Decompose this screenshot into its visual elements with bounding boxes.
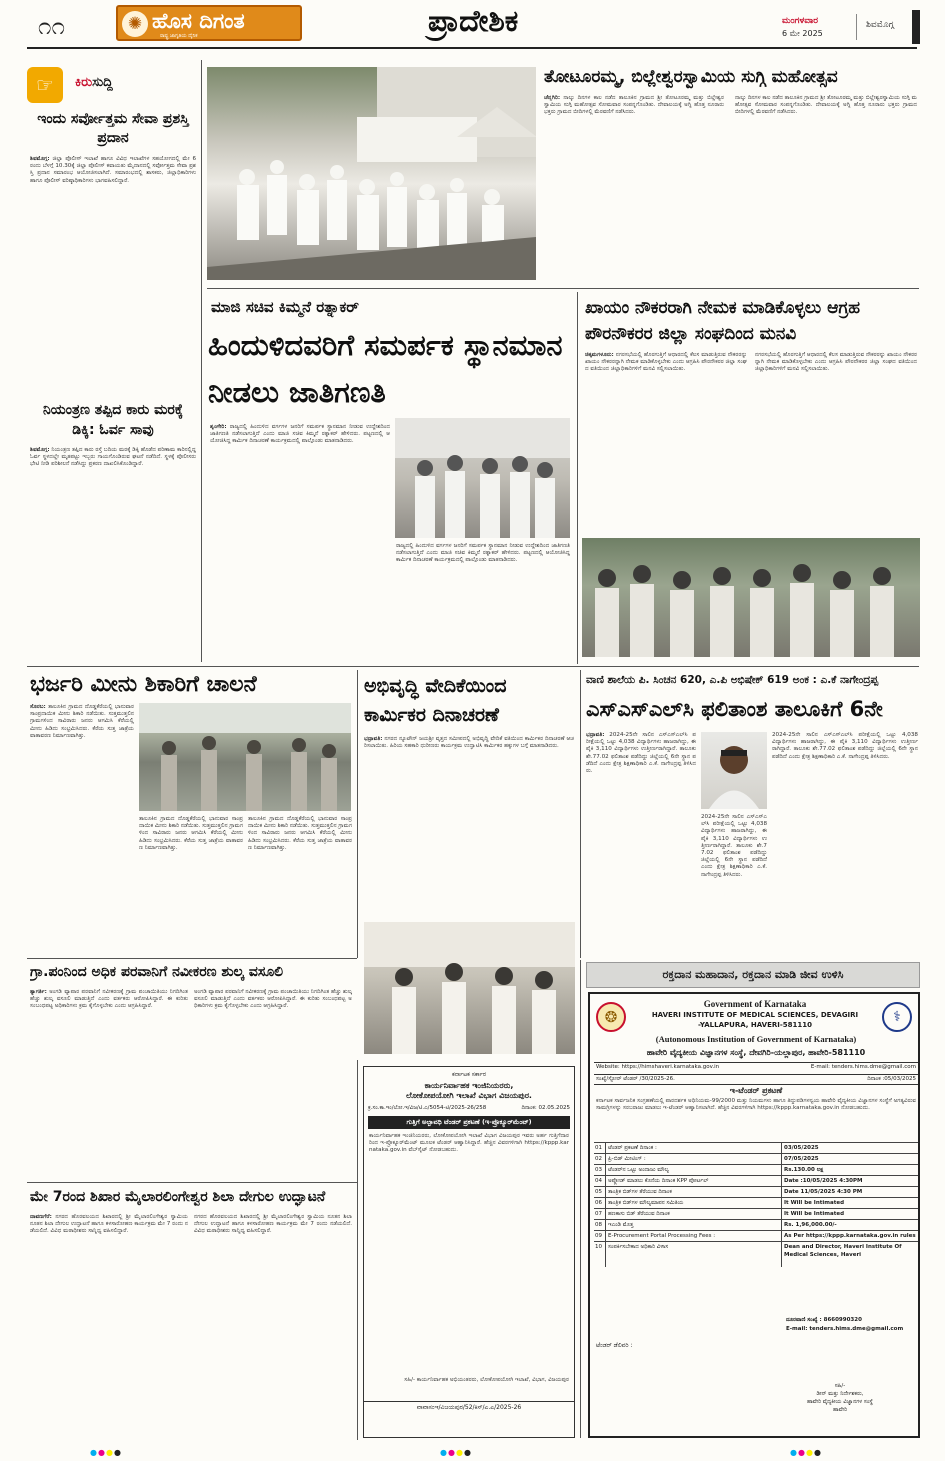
registration-dots: ●●●●	[790, 1448, 822, 1457]
text-a4: ರಾಜ್ಯದಲ್ಲಿ ಹಿಂದುಳಿದ ವರ್ಗಗಳ ಜನರಿಗೆ ಸಮರ್ಪಕ ಸ್ಥಾನಮಾನ ನೀಡುವ ಉದ್ದೇಶದಿಂದ ಜಾತಿಗಣತಿ ನಡೆಸಲಾಗುತ್ತಿದೆ ಎಂದು ಮಾಜಿ ಸಚಿವ ಕಿಮ್ಮನೆ ರತ್ನಾಕರ್ ಹೇಳಿದರು. ಪಟ್ಟಣದಲ್ಲಿ ಆಯೋಜಿಸಿದ್ದ ಕಾರ್ಮಿಕ ದಿನಾಚರಣೆ ಕಾರ್ಯಕ್ರಮದಲ್ಲಿ ಪಾಲ್ಗೊಂಡು ಮಾತನಾಡಿದರು.	[210, 424, 390, 445]
tender-signatory	[770, 1382, 910, 1414]
tender-row-no: 03	[594, 1165, 606, 1175]
karnataka-emblem-icon: ❂	[596, 1002, 626, 1032]
body-a10-col2: ನಗರದ ಹೊರವಲಯದ ಶಿಖಾರದಲ್ಲಿ ಶ್ರೀ ಮೈಲಾರಲಿಂಗೇಶ್ವರ ಸ್ವಾಮಿಯ ನೂತನ ಶಿಲಾ ದೇಗುಲ ಉದ್ಘಾಟನೆ ಹಾಗೂ ಕಳಸಾರೋಹಣ ಕಾರ್ಯಕ್ರಮ ಮೇ 7 ರಂದು ನಡೆಯಲಿದೆ. ವಿವಿಧ ಮಠಾಧೀಶರು ಸಾನ್ನಿಧ್ಯ ವಹಿಸಲಿದ್ದಾರೆ.	[194, 1214, 352, 1235]
body-a5-col2: ನಗರಸಭೆಯಲ್ಲಿ ಹೊರಗುತ್ತಿಗೆ ಆಧಾರದಲ್ಲಿ ಕೆಲಸ ಮಾಡುತ್ತಿರುವ ನೌಕರರನ್ನು ಖಾಯಂ ನೌಕರರನ್ನಾಗಿ ನೇಮಕ ಮಾಡಿಕೊಳ್ಳಬೇಕು ಎಂದು ಆಗ್ರಹಿಸಿ ಪೌರನೌಕರರ ಜಿಲ್ಲಾ ಸಂಘದ ವತಿಯಿಂದ ಜಿಲ್ಲಾಧಿಕಾರಿಗಳಿಗೆ ಮನವಿ ಸಲ್ಲಿಸಲಾಯಿತು.	[755, 352, 917, 373]
body-a10-col1	[30, 1214, 188, 1436]
divider	[856, 14, 857, 40]
tender-office: ಕಾರ್ಯನಿರ್ವಾಹಕ ಇಂಜಿನಿಯರರು,	[424, 1081, 514, 1090]
tender-row-label: ಟೆಂಡರ್‌ನ ಒಟ್ಟು ಅಂದಾಜು ಮೌಲ್ಯ	[606, 1165, 782, 1175]
tender-place: -YALLAPURA, HAVERI-581110	[697, 1021, 812, 1029]
dateline-a6: ಸೊರಬ:	[30, 704, 46, 710]
dateline-a4: ಶೃಂಗೇರಿ:	[210, 424, 227, 430]
tender-row-no: 02	[594, 1154, 606, 1164]
signatory-line-2: ಡೀನ್ ಮತ್ತು ನಿರ್ದೇಶಕರು,	[816, 1391, 864, 1397]
dateline-a2: ಶಿವಮೊಗ್ಗ:	[30, 447, 50, 453]
tender-ref: ಕ್ರ.ಸಂ.ಕಾ.ಇಂ/ಲೋ.ಇ/ವಿಜ/ಟಿ.ಎ/5054-ಟಿ/2025-26/258	[368, 1105, 487, 1111]
headline-a6: ಭರ್ಜರಿ ಮೀನು ಶಿಕಾರಿಗೆ ಚಾಲನೆ	[30, 672, 257, 697]
tender-kn-name: ಹಾವೇರಿ ವೈದ್ಯಕೀಯ ವಿಜ್ಞಾನಗಳ ಸಂಸ್ಥೆ, ದೇವಗಿರಿ-ಯಲ್ಲಾಪುರ, ಹಾವೇರಿ-581110	[646, 1048, 866, 1057]
column-rule	[357, 670, 358, 958]
tender-row-no: 06	[594, 1198, 606, 1208]
text-a5: ನಗರಸಭೆಯಲ್ಲಿ ಹೊರಗುತ್ತಿಗೆ ಆಧಾರದಲ್ಲಿ ಕೆಲಸ ಮಾಡುತ್ತಿರುವ ನೌಕರರನ್ನು ಖಾಯಂ ನೌಕರರನ್ನಾಗಿ ನೇಮಕ ಮಾಡಿಕೊಳ್ಳಬೇಕು ಎಂದು ಆಗ್ರಹಿಸಿ ಪೌರನೌಕರರ ಜಿಲ್ಲಾ ಸಂಘದ ವತಿಯಿಂದ ಜಿಲ್ಲಾಧಿಕಾರಿಗಳಿಗೆ ಮನವಿ ಸಲ್ಲಿಸಲಾಯಿತು.	[585, 352, 747, 373]
column-rule	[577, 292, 578, 664]
page-number: ೧೧	[38, 12, 65, 40]
city-label: ಶಿವಮೊಗ್ಗ	[866, 20, 894, 30]
dateline-a5: ಚಿಕ್ಕಮಗಳೂರು:	[585, 352, 614, 358]
text-a8: 2024-25ನೇ ಸಾಲಿನ ಎಸ್ಎಸ್ಎಲ್‌ಸಿ ಪರೀಕ್ಷೆಯಲ್ಲಿ ಒಟ್ಟು 4,038 ವಿದ್ಯಾರ್ಥಿಗಳು ಹಾಜರಾಗಿದ್ದು, ಈ ಪೈಕಿ 3,110 ವಿದ್ಯಾರ್ಥಿಗಳು ಉತ್ತೀರ್ಣರಾಗಿದ್ದಾರೆ. ತಾಲೂಕು ಶೇ.77.02 ಫಲಿತಾಂಶ ಪಡೆದಿದ್ದು ಜಿಲ್ಲೆಯಲ್ಲಿ 6ನೇ ಸ್ಥಾನ ಪಡೆದಿದೆ ಎಂದು ಕ್ಷೇತ್ರ ಶಿಕ್ಷಣಾಧಿಕಾರಿ ಎ.ಕೆ. ನಾಗೇಂದ್ರಪ್ಪ ತಿಳಿಸಿದರು.	[586, 732, 696, 775]
dateline-a9: ತ್ಯಾಗರ್ತಿ:	[30, 989, 47, 995]
signatory-line-3: ಹಾವೇರಿ ವೈದ್ಯಕೀಯ ವಿಜ್ಞಾನಗಳ ಸಂಸ್ಥೆ	[807, 1399, 873, 1405]
body-a8-col3: 2024-25ನೇ ಸಾಲಿನ ಎಸ್ಎಸ್ಎಲ್‌ಸಿ ಪರೀಕ್ಷೆಯಲ್ಲಿ ಒಟ್ಟು 4,038 ವಿದ್ಯಾರ್ಥಿಗಳು ಹಾಜರಾಗಿದ್ದು, ಈ ಪೈಕಿ 3,110 ವಿದ್ಯಾರ್ಥಿಗಳು ಉತ್ತೀರ್ಣರಾಗಿದ್ದಾರೆ. ತಾಲೂಕು ಶೇ.77.02 ಫಲಿತಾಂಶ ಪಡೆದಿದ್ದು ಜಿಲ್ಲೆಯಲ್ಲಿ 6ನೇ ಸ್ಥಾನ ಪಡೆದಿದೆ ಎಂದು ಕ್ಷೇತ್ರ ಶಿಕ್ಷಣಾಧಿಕಾರಿ ಎ.ಕೆ. ನಾಗೇಂದ್ರಪ್ಪ ತಿಳಿಸಿದರು.	[701, 814, 767, 878]
signatory-line-1: ಸಹಿ/-	[834, 1383, 846, 1389]
body-a6-col1	[30, 704, 134, 952]
tender-row-value: It Will be Intimated	[784, 1200, 845, 1206]
body-a9-col1	[30, 989, 188, 1175]
headline-a2: ನಿಯಂತ್ರಣ ತಪ್ಪಿದ ಕಾರು ಮರಕ್ಕೆ ಡಿಕ್ಕಿ: ಓರ್ವ ಸಾವು	[42, 402, 184, 438]
body-a1	[30, 156, 196, 394]
tender-autonomous: (Autonomous Institution of Government of Karnataka)	[655, 1034, 857, 1044]
registration-dots: ●●●●	[90, 1448, 122, 1457]
tender-notice-hims	[588, 992, 920, 1438]
tender-table	[594, 1142, 918, 1267]
tender-row-value: It Will be Intimated	[784, 1211, 845, 1217]
tender-row-no: 09	[594, 1231, 606, 1241]
tender-delivery-label: ಟೆಂಡರ್ ಡೆಲಿವರಿ :	[596, 1342, 633, 1349]
tender-etitle: ಇ-ಟೆಂಡರ್ ಪ್ರಕಟಣೆ	[729, 1086, 783, 1095]
tender-row	[594, 1175, 918, 1186]
body-a7	[364, 736, 574, 916]
tender-row	[594, 1164, 918, 1175]
day-label: ಮಂಗಳವಾರ	[782, 16, 819, 26]
labour-day-photo	[364, 922, 575, 1054]
masthead-rule	[27, 47, 917, 49]
tender-row-label: ತಾಂತ್ರಿಕ ಬಿಡ್‌ಗಳ ಮೌಲ್ಯಮಾಪನ ಸಮಿತಿಯ	[606, 1198, 782, 1208]
tender-row-value: 07/05/2025	[784, 1156, 819, 1162]
body-a3-col1	[544, 95, 724, 279]
tender-contact-email: E-mail: tenders.hims.dme@gmail.com	[786, 1326, 904, 1332]
headline-a10: ಮೇ 7ರಂದ ಶಿಖಾರ ಮೈಲಾರಲಿಂಗೇಶ್ವರ ಶಿಲಾ ದೇಗುಲ ಉದ್ಘಾಟನೆ	[30, 1189, 326, 1205]
body-a6-col2: ತಾಲೂಕಿನ ಗ್ರಾಮದ ದೊಡ್ಡಕೆರೆಯಲ್ಲಿ ಭಾನುವಾರ ಸಾಂಪ್ರದಾಯಿಕ ಮೀನು ಶಿಕಾರಿ ನಡೆಯಿತು. ಸುತ್ತಮುತ್ತಲಿನ ಗ್ರಾಮಗಳಿಂದ ಸಾವಿರಾರು ಜನರು ಆಗಮಿಸಿ ಕೆರೆಯಲ್ಲಿ ಮೀನು ಹಿಡಿದು ಸಂಭ್ರಮಿಸಿದರು. ಕೆರೆಯ ಸುತ್ತ ಜಾತ್ರೆಯ ವಾತಾವರಣ ನಿರ್ಮಾಣವಾಗಿತ್ತು.	[139, 816, 243, 851]
pointing-hand-icon: ☞	[27, 67, 63, 103]
body-a6-col3: ತಾಲೂಕಿನ ಗ್ರಾಮದ ದೊಡ್ಡಕೆರೆಯಲ್ಲಿ ಭಾನುವಾರ ಸಾಂಪ್ರದಾಯಿಕ ಮೀನು ಶಿಕಾರಿ ನಡೆಯಿತು. ಸುತ್ತಮುತ್ತಲಿನ ಗ್ರಾಮಗಳಿಂದ ಸಾವಿರಾರು ಜನರು ಆಗಮಿಸಿ ಕೆರೆಯಲ್ಲಿ ಮೀನು ಹಿಡಿದು ಸಂಭ್ರಮಿಸಿದರು. ಕೆರೆಯ ಸುತ್ತ ಜಾತ್ರೆಯ ವಾತಾವರಣ ನಿರ್ಮಾಣವಾಗಿತ್ತು.	[248, 816, 352, 851]
text-a9: ಅಂಗಡಿ ವ್ಯಾಪಾರ ಪರವಾನಿಗೆ ನವೀಕರಣಕ್ಕೆ ಗ್ರಾಮ ಪಂಚಾಯಿತಿಯು ನಿಗದಿಗಿಂತ ಹೆಚ್ಚು ಶುಲ್ಕ ವಸೂಲಿ ಮಾಡುತ್ತಿದೆ ಎಂದು ವರ್ತಕರು ಆರೋಪಿಸಿದ್ದಾರೆ. ಈ ಕುರಿತು ಸಂಬಂಧಪಟ್ಟ ಅಧಿಕಾರಿಗಳು ಕ್ರಮ ಕೈಗೊಳ್ಳಬೇಕು ಎಂದು ಆಗ್ರಹಿಸಿದ್ದಾರೆ.	[30, 989, 188, 1010]
tender-row-value: Rs. 1,96,000.00/-	[784, 1222, 837, 1228]
tender-row-label: E-Procurement Portal Processing Fees :	[606, 1231, 782, 1241]
dateline-a3: ಚೆನ್ನಗಿರಿ:	[544, 95, 561, 101]
tender-contact-row	[594, 1062, 918, 1071]
tender-row-no: 04	[594, 1176, 606, 1186]
signatory-line-4: ಹಾವೇರಿ	[833, 1407, 847, 1413]
headline-a8: ಎಸ್ಎಸ್ಎಲ್‌ಸಿ ಫಲಿತಾಂಶ ತಾಲೂಕಿಗೆ 6ನೇ	[586, 697, 883, 721]
dateline-a10: ದಾವಣಗೆರೆ:	[30, 1214, 52, 1220]
tender-gov: ಕರ್ನಾಟಕ ಸರ್ಕಾರ	[451, 1071, 487, 1078]
tender-row	[594, 1219, 918, 1230]
headline-a1: ಇಂದು ಸರ್ವೋತ್ತಮ ಸೇವಾ ಪ್ರಶಸ್ತಿ ಪ್ರದಾನ	[37, 111, 189, 146]
tender-row-value: 03/05/2025	[784, 1145, 819, 1151]
section-rule	[27, 666, 919, 667]
text-a7: ನಗರದ ನ್ಯೂಟೌನ್ ಜಯಶ್ರೀ ವೃತ್ತದ ಸಮೀಪದಲ್ಲಿ ಅಭಿವೃದ್ಧಿ ವೇದಿಕೆ ವತಿಯಿಂದ ಕಾರ್ಮಿಕರ ದಿನಾಚರಣೆ ಆಚರಿಸಲಾಯಿತು. ಹಿರಿಯ ಸಹಕಾರಿ ಧುರೀಣರು ಕಾರ್ಯಕ್ರಮ ಉದ್ಘಾಟಿಸಿ ಕಾರ್ಮಿಕರ ಹಕ್ಕುಗಳ ಬಗ್ಗೆ ಮಾತನಾಡಿದರು.	[364, 736, 574, 750]
tender-body: ಕಾರ್ಯನಿರ್ವಾಹಕ ಇಂಜಿನಿಯರರು, ಲೋಕೋಪಯೋಗಿ ಇಲಾಖೆ ವಿಭಾಗ ವಿಜಯಪುರ ಇವರು ಅರ್ಹ ಗುತ್ತಿಗೆದಾರರಿಂದ ಇ-ಪ್ರೊಕ್ಯೂರ್‌ಮೆಂಟ್ ಮೂಲಕ ಟೆಂಡರ್ ಆಹ್ವಾನಿಸಿದ್ದಾರೆ. ಹೆಚ್ಚಿನ ವಿವರಗಳಿಗಾಗಿ https://kppp.karnataka.gov.in ವೆಬ್‌ಸೈಟ್ ನೋಡಬಹುದು.	[369, 1133, 569, 1154]
fishing-photo	[139, 703, 351, 811]
section-title: ಪ್ರಾದೇಶಿಕ	[428, 4, 519, 39]
tender-row-no: 08	[594, 1220, 606, 1230]
tender-dept: ಲೋಕೋಪಯೋಗಿ ಇಲಾಖೆ ವಿಭಾಗ ವಿಜಯಪುರ.	[406, 1091, 532, 1100]
dateline-a8: ಭದ್ರಾವತಿ:	[586, 732, 605, 738]
blood-donation-banner: ರಕ್ತದಾನ ಮಹಾದಾನ, ರಕ್ತದಾನ ಮಾಡಿ ಜೀವ ಉಳಿಸಿ	[586, 962, 920, 988]
tender-phone: ದೂರವಾಣಿ ಸಂಖ್ಯೆ : 8660990320	[786, 1317, 862, 1323]
tender-row	[594, 1153, 918, 1164]
tender-row	[594, 1208, 918, 1219]
tender-ref-date: ದಿನಾಂಕ :05/03/2025	[867, 1076, 916, 1082]
headline-a7: ಅಭಿವೃದ್ಧಿ ವೇದಿಕೆಯಿಂದ ಕಾರ್ಮಿಕರ ದಿನಾಚರಣೆ	[364, 675, 507, 726]
memorandum-photo	[582, 538, 920, 657]
tender-row-value: Dean and Director, Haveri Institute Of Medical Sciences, Haveri	[784, 1244, 902, 1258]
tender-ref-row	[368, 1105, 570, 1112]
headline-a3: ತೋಟೂರಮ್ಮ, ಬಿಲ್ಲೇಶ್ವರಸ್ವಾಮಿಯ ಸುಗ್ಗಿ ಮಹೋತ್ಸವ	[544, 67, 838, 87]
body-a3-col2: ನಾಲ್ಕು ದಿನಗಳ ಕಾಲ ನಡೆದ ತಾಲೂಕಿನ ಗ್ರಾಮದ ಶ್ರೀ ತೋಟೂರಮ್ಮ ಮತ್ತು ಬಿಲ್ಲೇಶ್ವರಸ್ವಾಮಿಯ ಸುಗ್ಗಿ ಮಹೋತ್ಸವ ಸೋಮವಾರ ಸಂಪನ್ನಗೊಂಡಿತು. ದೇವಾಲಯಕ್ಕೆ ಅಗ್ನಿ ಹೊತ್ತ ನೂರಾರು ಭಕ್ತರು ಗ್ರಾಮದ ಬೀದಿಗಳಲ್ಲಿ ಮೆರವಣಿಗೆ ನಡೆಸಿದರು.	[735, 95, 917, 116]
tender-row-label: ಹಣಕಾಸು ಬಿಡ್ ತೆರೆಯುವ ದಿನಾಂಕ	[606, 1209, 782, 1219]
tender-institute: HAVERI INSTITUTE OF MEDICAL SCIENCES, DEVAGIRI	[651, 1011, 859, 1019]
tender-notice-pwd	[363, 1066, 575, 1438]
tender-row-value: Date 11/05/2025 4:30 PM	[784, 1189, 863, 1195]
tender-intro: ಕರ್ನಾಟಕ ಸಾರ್ವಜನಿಕ ಸಂಗ್ರಹಣೆಯಲ್ಲಿ ಪಾರದರ್ಶಕ ಅಧಿನಿಯಮ-99/2000 ಮತ್ತು ನಿಯಮಗಳು ಹಾಗೂ ತಿದ್ದುಪಡಿಗಳನ್ವಯ ಹಾವೇರಿ ವೈದ್ಯಕೀಯ ವಿಜ್ಞಾನಗಳ ಸಂಸ್ಥೆಗೆ ಅಗತ್ಯವಿರುವ ಸಾಮಗ್ರಿಗಳನ್ನು ಸರಬರಾಜು ಮಾಡಲು ಇ-ಟೆಂಡರ್ ಆಹ್ವಾನಿಸಲಾಗಿದೆ. ಹೆಚ್ಚಿನ ವಿವರಗಳಿಗಾಗಿ https://kppp.karnataka.gov.in ನೋಡಬಹುದು.	[596, 1098, 916, 1112]
column-rule	[580, 960, 581, 1438]
brief-label-b: ಸುದ್ದಿ	[92, 75, 113, 90]
tender-ref-row	[594, 1074, 918, 1085]
brief-label	[27, 67, 197, 105]
lamp-icon: ✺	[122, 11, 148, 37]
date-label: 6 ಮೇ 2025	[782, 29, 823, 38]
tender-row-no: 10	[594, 1242, 606, 1267]
text-a6: ತಾಲೂಕಿನ ಗ್ರಾಮದ ದೊಡ್ಡಕೆರೆಯಲ್ಲಿ ಭಾನುವಾರ ಸಾಂಪ್ರದಾಯಿಕ ಮೀನು ಶಿಕಾರಿ ನಡೆಯಿತು. ಸುತ್ತಮುತ್ತಲಿನ ಗ್ರಾಮಗಳಿಂದ ಸಾವಿರಾರು ಜನರು ಆಗಮಿಸಿ ಕೆರೆಯಲ್ಲಿ ಮೀನು ಹಿಡಿದು ಸಂಭ್ರಮಿಸಿದರು. ಕೆರೆಯ ಸುತ್ತ ಜಾತ್ರೆಯ ವಾತಾವರಣ ನಿರ್ಮಾಣವಾಗಿತ್ತು.	[30, 704, 134, 739]
dateline-a1: ಶಿವಮೊಗ್ಗ:	[30, 156, 50, 162]
paper-tagline: ರಾಷ್ಟ್ರ ಜಾಗೃತಿಯ ದೈನಿಕ	[160, 33, 198, 39]
section-rule	[207, 288, 919, 289]
tender-email: E-mail: tenders.hims.dme@gmail.com	[810, 1064, 916, 1070]
text-a3: ನಾಲ್ಕು ದಿನಗಳ ಕಾಲ ನಡೆದ ತಾಲೂಕಿನ ಗ್ರಾಮದ ಶ್ರೀ ತೋಟೂರಮ್ಮ ಮತ್ತು ಬಿಲ್ಲೇಶ್ವರಸ್ವಾಮಿಯ ಸುಗ್ಗಿ ಮಹೋತ್ಸವ ಸೋಮವಾರ ಸಂಪನ್ನಗೊಂಡಿತು. ದೇವಾಲಯಕ್ಕೆ ಅಗ್ನಿ ಹೊತ್ತ ನೂರಾರು ಭಕ್ತರು ಗ್ರಾಮದ ಬೀದಿಗಳಲ್ಲಿ ಮೆರವಣಿಗೆ ನಡೆಸಿದರು.	[544, 95, 724, 116]
newspaper-logo	[116, 5, 302, 41]
kicker-a8: ವಾಣಿ ಶಾಲೆಯ ಪಿ. ಸಿಂಚನ 620, ಎ.ಪಿ ಅಭಿಷೇಕ್ 619 ಅಂಕ : ಎ.ಕೆ ನಾಗೇಂದ್ರಪ್ಪ	[586, 674, 879, 686]
body-a8-col2: 2024-25ನೇ ಸಾಲಿನ ಎಸ್ಎಸ್ಎಲ್‌ಸಿ ಪರೀಕ್ಷೆಯಲ್ಲಿ ಒಟ್ಟು 4,038 ವಿದ್ಯಾರ್ಥಿಗಳು ಹಾಜರಾಗಿದ್ದು, ಈ ಪೈಕಿ 3,110 ವಿದ್ಯಾರ್ಥಿಗಳು ಉತ್ತೀರ್ಣರಾಗಿದ್ದಾರೆ. ತಾಲೂಕು ಶೇ.77.02 ಫಲಿತಾಂಶ ಪಡೆದಿದ್ದು ಜಿಲ್ಲೆಯಲ್ಲಿ 6ನೇ ಸ್ಥಾನ ಪಡೆದಿದೆ ಎಂದು ಕ್ಷೇತ್ರ ಶಿಕ್ಷಣಾಧಿಕಾರಿ ಎ.ಕೆ. ನಾಗೇಂದ್ರಪ್ಪ ತಿಳಿಸಿದರು.	[772, 732, 918, 760]
event-photo-kimmane	[395, 418, 570, 538]
paper-name: ಹೊಸ ದಿಗಂತ	[152, 9, 245, 33]
headline-a4: ಹಿಂದುಳಿದವರಿಗೆ ಸಮರ್ಪಕ ಸ್ಥಾನಮಾನ ನೀಡಲು ಜಾತಿಗಣತಿ	[208, 328, 563, 409]
tender-row	[594, 1142, 918, 1153]
tender-row	[594, 1197, 918, 1208]
text-a2: ನಿಯಂತ್ರಣ ತಪ್ಪಿದ ಕಾರು ರಸ್ತೆ ಬದಿಯ ಮರಕ್ಕೆ ಡಿಕ್ಕಿ ಹೊಡೆದ ಪರಿಣಾಮ ಕಾರಿನಲ್ಲಿದ್ದ ಓರ್ವ ಸ್ಥಳದಲ್ಲೇ ಮೃತಪಟ್ಟು ಇಬ್ಬರು ಗಾಯಗೊಂಡಿರುವ ಘಟನೆ ನಡೆದಿದೆ. ಸ್ಥಳಕ್ಕೆ ಪೊಲೀಸರು ಭೇಟಿ ನೀಡಿ ಪರಿಶೀಲನೆ ನಡೆಸಿದ್ದು ಪ್ರಕರಣ ದಾಖಲಿಸಿಕೊಂಡಿದ್ದಾರೆ.	[30, 447, 196, 468]
column-rule	[201, 60, 202, 662]
tender-row-label: ತಾಂತ್ರಿಕ ಬಿಡ್‌ಗಳ ತೆರೆಯುವ ದಿನಾಂಕ	[606, 1187, 782, 1197]
tender-row-value: Rs.130.00 ಲಕ್ಷ	[784, 1167, 824, 1173]
section-rule	[27, 958, 357, 959]
tender-row-label: ಸಂಪರ್ಕಿಸಬೇಕಾದ ಅಧಿಕಾರಿ ವಿಳಾಸ	[606, 1242, 782, 1267]
column-rule	[580, 670, 581, 958]
body-a5-col1	[585, 352, 747, 532]
masthead	[0, 0, 945, 46]
column-rule	[357, 1060, 358, 1440]
text-a10: ನಗರದ ಹೊರವಲಯದ ಶಿಖಾರದಲ್ಲಿ ಶ್ರೀ ಮೈಲಾರಲಿಂಗೇಶ್ವರ ಸ್ವಾಮಿಯ ನೂತನ ಶಿಲಾ ದೇಗುಲ ಉದ್ಘಾಟನೆ ಹಾಗೂ ಕಳಸಾರೋಹಣ ಕಾರ್ಯಕ್ರಮ ಮೇ 7 ರಂದು ನಡೆಯಲಿದೆ. ವಿವಿಧ ಮಠಾಧೀಶರು ಸಾನ್ನಿಧ್ಯ ವಹಿಸಲಿದ್ದಾರೆ.	[30, 1214, 188, 1235]
body-a4-col2: ರಾಜ್ಯದಲ್ಲಿ ಹಿಂದುಳಿದ ವರ್ಗಗಳ ಜನರಿಗೆ ಸಮರ್ಪಕ ಸ್ಥಾನಮಾನ ನೀಡುವ ಉದ್ದೇಶದಿಂದ ಜಾತಿಗಣತಿ ನಡೆಸಲಾಗುತ್ತಿದೆ ಎಂದು ಮಾಜಿ ಸಚಿವ ಕಿಮ್ಮನೆ ರತ್ನಾಕರ್ ಹೇಳಿದರು. ಪಟ್ಟಣದಲ್ಲಿ ಆಯೋಜಿಸಿದ್ದ ಕಾರ್ಮಿಕ ದಿನಾಚರಣೆ ಕಾರ್ಯಕ್ರಮದಲ್ಲಿ ಪಾಲ್ಗೊಂಡು ಮಾತನಾಡಿದರು.	[396, 543, 570, 564]
tender-footer: ವಾವಾಸಂಇ/ವಿಜಯಪುರ/52/ಕಿಸ್/ಎ.ಎ/2025-26	[364, 1401, 574, 1412]
body-a8-col1	[586, 732, 696, 960]
tender-ref-no: ಸಂಖ್ಯೆ/ಸ್ಟೋರ್ ಟೆಂಡರ್ /30/2025-26.	[596, 1076, 675, 1082]
tender-row	[594, 1241, 918, 1267]
text-a1: ಜಿಲ್ಲಾ ಪೊಲೀಸ್ ಇಲಾಖೆ ಹಾಗೂ ವಿವಿಧ ಇಲಾಖೆಗಳ ಸಹಯೋಗದಲ್ಲಿ ಮೇ 6 ರಂದು ಬೆಳಗ್ಗೆ 10.30ಕ್ಕೆ ಜಿಲ್ಲಾ ಪೊಲೀಸ್ ಕವಾಯತು ಮೈದಾನದಲ್ಲಿ ಸರ್ವೋತ್ತಮ ಸೇವಾ ಪ್ರಶಸ್ತಿ ಪ್ರದಾನ ಸಮಾರಂಭ ಆಯೋಜಿಸಲಾಗಿದೆ. ಸಮಾರಂಭದಲ್ಲಿ ಶಾಸಕರು, ಜಿಲ್ಲಾಧಿಕಾರಿಗಳು ಹಾಗೂ ಪೊಲೀಸ್ ವರಿಷ್ಠಾಧಿಕಾರಿಗಳು ಭಾಗವಹಿಸಲಿದ್ದಾರೆ.	[30, 156, 196, 184]
tender-row-no: 01	[594, 1143, 606, 1153]
body-a4-col1	[210, 424, 390, 656]
tender-title: ಗುತ್ತಿಗೆ ಅಲ್ಪಾವಧಿ ಟೆಂಡರ್ ಪ್ರಕಟಣೆ (ಇ-ಪ್ರೊಕ್ಯೂರ್‌ಮೆಂಟ್)	[368, 1116, 570, 1129]
tender-date: ದಿನಾಂಕ: 02.05.2025	[521, 1105, 570, 1111]
section-rule	[27, 1182, 357, 1183]
officer-portrait	[701, 732, 767, 809]
tender-row-value: As Per https://kppp.karnataka.gov.in rules	[784, 1233, 916, 1239]
tender-row	[594, 1230, 918, 1241]
brief-label-a: ಕಿರು	[75, 75, 93, 90]
tender-row-value: Date :10/05/2025 4:30PM	[784, 1178, 863, 1184]
tender-website: Website: https://himshaveri.karnataka.gov.in	[596, 1064, 720, 1070]
tender-row	[594, 1186, 918, 1197]
headline-a5: ಖಾಯಂ ನೌಕರರಾಗಿ ನೇಮಕ ಮಾಡಿಕೊಳ್ಳಲು ಆಗ್ರಹ ಪೌರನೌಕರರ ಜಿಲ್ಲಾ ಸಂಘದಿಂದ ಮನವಿ	[585, 298, 861, 344]
tender-row-label: ಅಪ್ಲೋಡ್ ಮಾಡಲು ಕೊನೆಯ ದಿನಾಂಕ KPP ಪೋರ್ಟಲ್	[606, 1176, 782, 1186]
tender-row-label: ಟೆಂಡರ್ ಪ್ರಕಟಣೆ ದಿನಾಂಕ :	[606, 1143, 782, 1153]
tender-row-label: ಇಎಂಡಿ ಮೊತ್ತ	[606, 1220, 782, 1230]
edge-bar	[912, 10, 920, 44]
headline-a9: ಗ್ರಾ.ಪಂನಿಂದ ಅಧಿಕ ಪರವಾನಿಗೆ ನವೀಕರಣ ಶುಲ್ಕ ವಸೂಲಿ	[30, 964, 284, 980]
body-a2	[30, 447, 196, 657]
dateline-a7: ಭದ್ರಾವತಿ:	[364, 736, 383, 742]
tender-gov-en: Government of Karnataka	[703, 999, 807, 1009]
body-a9-col2: ಅಂಗಡಿ ವ್ಯಾಪಾರ ಪರವಾನಿಗೆ ನವೀಕರಣಕ್ಕೆ ಗ್ರಾಮ ಪಂಚಾಯಿತಿಯು ನಿಗದಿಗಿಂತ ಹೆಚ್ಚು ಶುಲ್ಕ ವಸೂಲಿ ಮಾಡುತ್ತಿದೆ ಎಂದು ವರ್ತಕರು ಆರೋಪಿಸಿದ್ದಾರೆ. ಈ ಕುರಿತು ಸಂಬಂಧಪಟ್ಟ ಅಧಿಕಾರಿಗಳು ಕ್ರಮ ಕೈಗೊಳ್ಳಬೇಕು ಎಂದು ಆಗ್ರಹಿಸಿದ್ದಾರೆ.	[194, 989, 352, 1010]
procession-photo	[207, 67, 536, 280]
tender-row-no: 05	[594, 1187, 606, 1197]
institute-logo-icon: ⚕	[882, 1002, 912, 1032]
tender-row-no: 07	[594, 1209, 606, 1219]
registration-dots: ●●●●	[440, 1448, 472, 1457]
tender-sign: ಸಹಿ/- ಕಾರ್ಯನಿರ್ವಾಹಕ ಅಭಿಯಂತರರು, ಲೋಕೋಪಯೋಗಿ ಇಲಾಖೆ, ವಿಭಾಗ, ವಿಜಯಪುರ	[404, 1377, 569, 1383]
kicker-a4: ಮಾಜಿ ಸಚಿವ ಕಿಮ್ಮನೆ ರತ್ನಾಕರ್	[211, 298, 359, 316]
tender-row-label: ಪ್ರಿ-ಬಿಡ್ ಮೀಟಿಂಗ್ :	[606, 1154, 782, 1164]
